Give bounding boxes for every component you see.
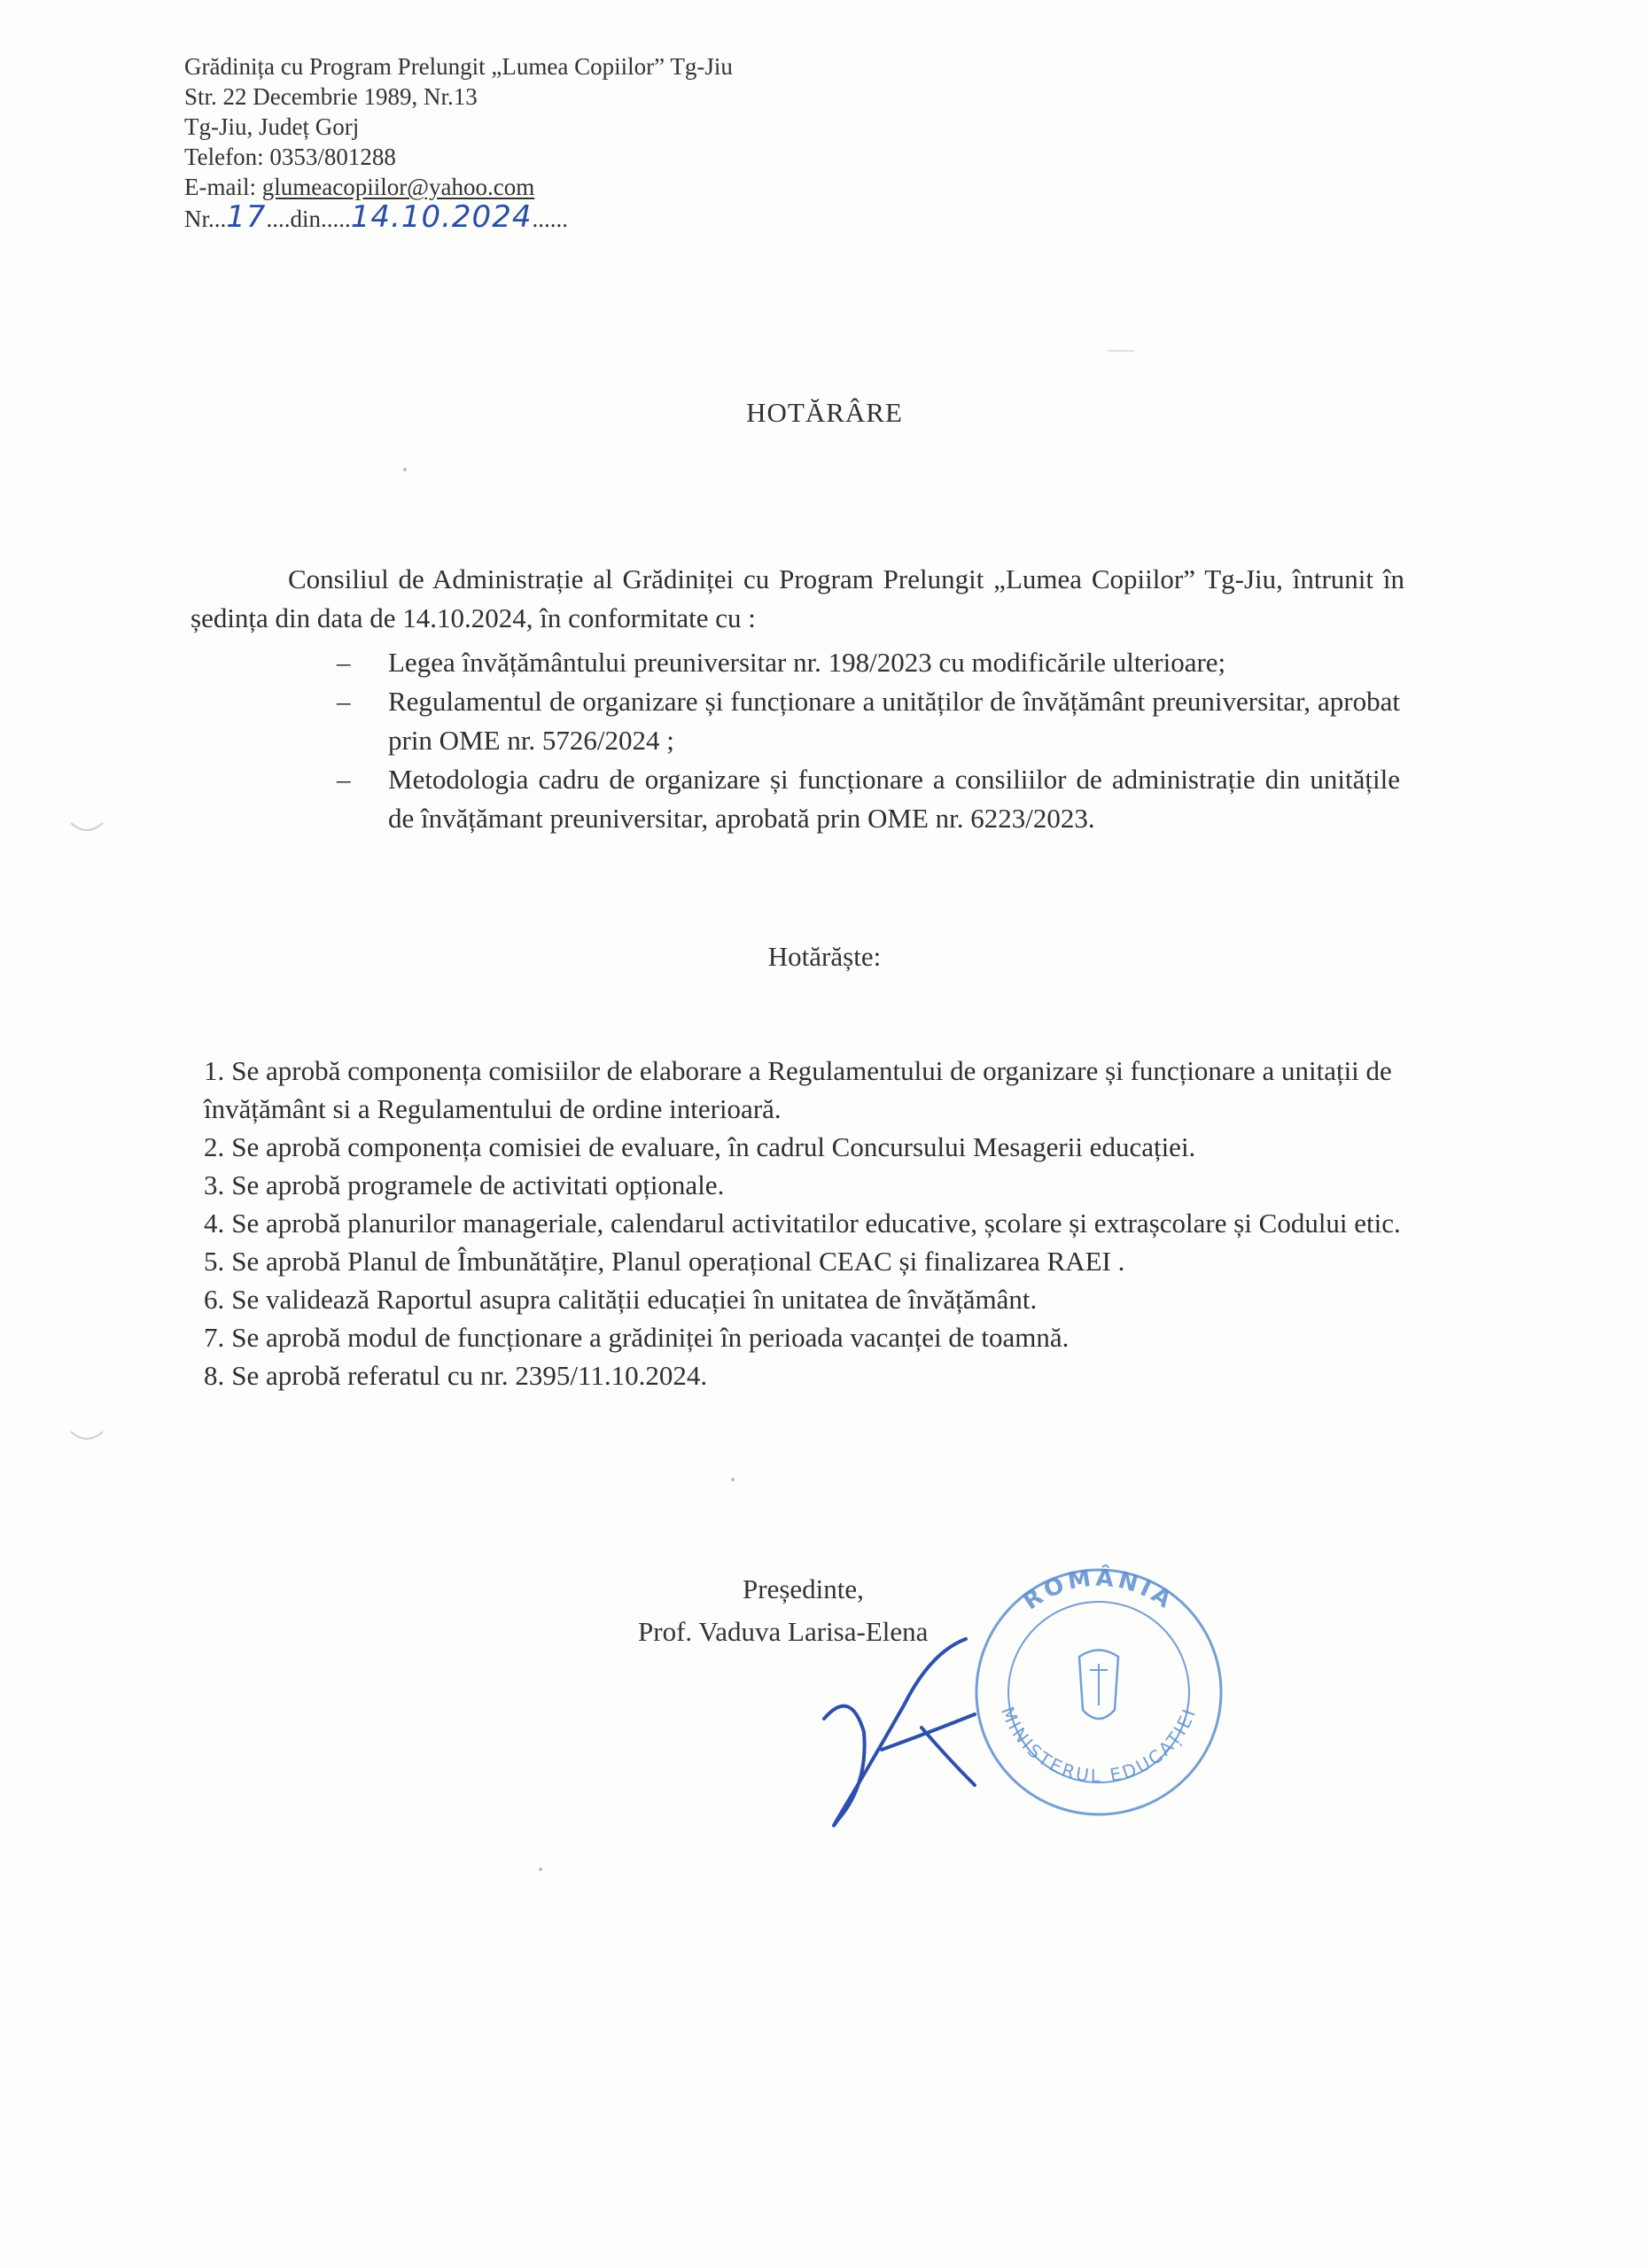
document-title: HOTĂRÂRE	[746, 397, 903, 428]
nr-handwritten-value: 17	[226, 199, 267, 235]
legal-reference: – Metodologia cadru de organizare și funcționare a consiliilor de administrație din unitățile de învățămant preuniversitar, aprobată prin OME nr. 6223/2023.	[337, 760, 1400, 838]
signatory-role: Președinte,	[743, 1573, 864, 1604]
email-address: glumeacopiilor@yahoo.com	[261, 174, 535, 200]
signatory-name: Prof. Vaduva Larisa-Elena	[638, 1616, 929, 1647]
scan-speck	[403, 468, 407, 471]
decision-item: 8. Se aprobă referatul cu nr. 2395/11.10.2024.	[204, 1360, 708, 1391]
scan-speck	[539, 1868, 542, 1871]
decision-item: 1. Se aprobă componența comisiilor de elaborare a Regulamentului de organizare și funcționare a unitații de învățământ si a Regulamentului de ordine interioară.	[204, 1055, 1392, 1124]
date-handwritten-value: 14.10.2024	[350, 199, 533, 235]
letterhead	[184, 51, 733, 234]
decision-item: 7. Se aprobă modul de funcționare a grădiniței în perioada vacanței de toamnă.	[204, 1322, 1070, 1353]
nr-label: Nr.	[184, 206, 214, 232]
decision-item: 4. Se aprobă planurilor manageriale, calendarul activitatilor educative, școlare și extrașcolare și Codului etic.	[204, 1208, 1401, 1239]
institution-street: Str. 22 Decembrie 1989, Nr.13	[184, 83, 478, 110]
stamp-text-bottom: MINISTERUL EDUCAȚIEI	[996, 1703, 1201, 1787]
handwritten-signature	[797, 1635, 1028, 1838]
decision-item: 6. Se validează Raportul asupra calității educației în unitatea de învățământ.	[204, 1284, 1038, 1315]
scan-hole-mark	[69, 819, 105, 837]
institution-email-line	[184, 172, 733, 202]
institution-name: Grădinița cu Program Prelungit „Lumea Copiilor” Tg-Jiu	[184, 53, 733, 80]
intro-paragraph	[191, 560, 1404, 638]
decides-heading: Hotărăște:	[767, 941, 882, 972]
legal-reference: – Regulamentul de organizare și funcționare a unităților de învățământ preuniversitar, aprobat prin OME nr. 5726/2024 ;	[337, 682, 1400, 760]
institution-phone: Telefon: 0353/801288	[184, 144, 396, 170]
scan-hole-mark	[69, 1428, 105, 1446]
email-label: E-mail:	[184, 174, 262, 200]
decision-items-list	[204, 1052, 1413, 1394]
scan-speck	[731, 1478, 735, 1481]
decision-item: 3. Se aprobă programele de activitati opționale.	[204, 1169, 725, 1200]
decision-item: 2. Se aprobă componența comisiei de evaluare, în cadrul Concursului Mesagerii educației.	[204, 1131, 1196, 1162]
stamp-text-top: ROMÂNIA	[1018, 1565, 1179, 1616]
registration-number-line: Nr...17....din.....14.10.2024......	[184, 199, 568, 235]
scan-speck	[1108, 350, 1134, 352]
svg-text:ROMÂNIA	[1018, 1564, 1178, 1616]
intro-text: Consiliul de Administrație al Grădiniței cu Program Prelungit „Lumea Copiilor” Tg-Jiu, întrunit în ședința din data de 14.10.2024, în conformitate cu :	[191, 563, 1404, 633]
legal-reference: – Legea învățământului preuniversitar nr. 198/2023 cu modificările ulterioare;	[337, 643, 1400, 682]
decision-item: 5. Se aprobă Planul de Îmbunătățire, Planul operațional CEAC și finalizarea RAEI .	[204, 1246, 1125, 1277]
din-label: din	[290, 206, 322, 232]
legal-references-list	[337, 643, 1400, 838]
institution-city: Tg-Jiu, Județ Gorj	[184, 113, 360, 140]
